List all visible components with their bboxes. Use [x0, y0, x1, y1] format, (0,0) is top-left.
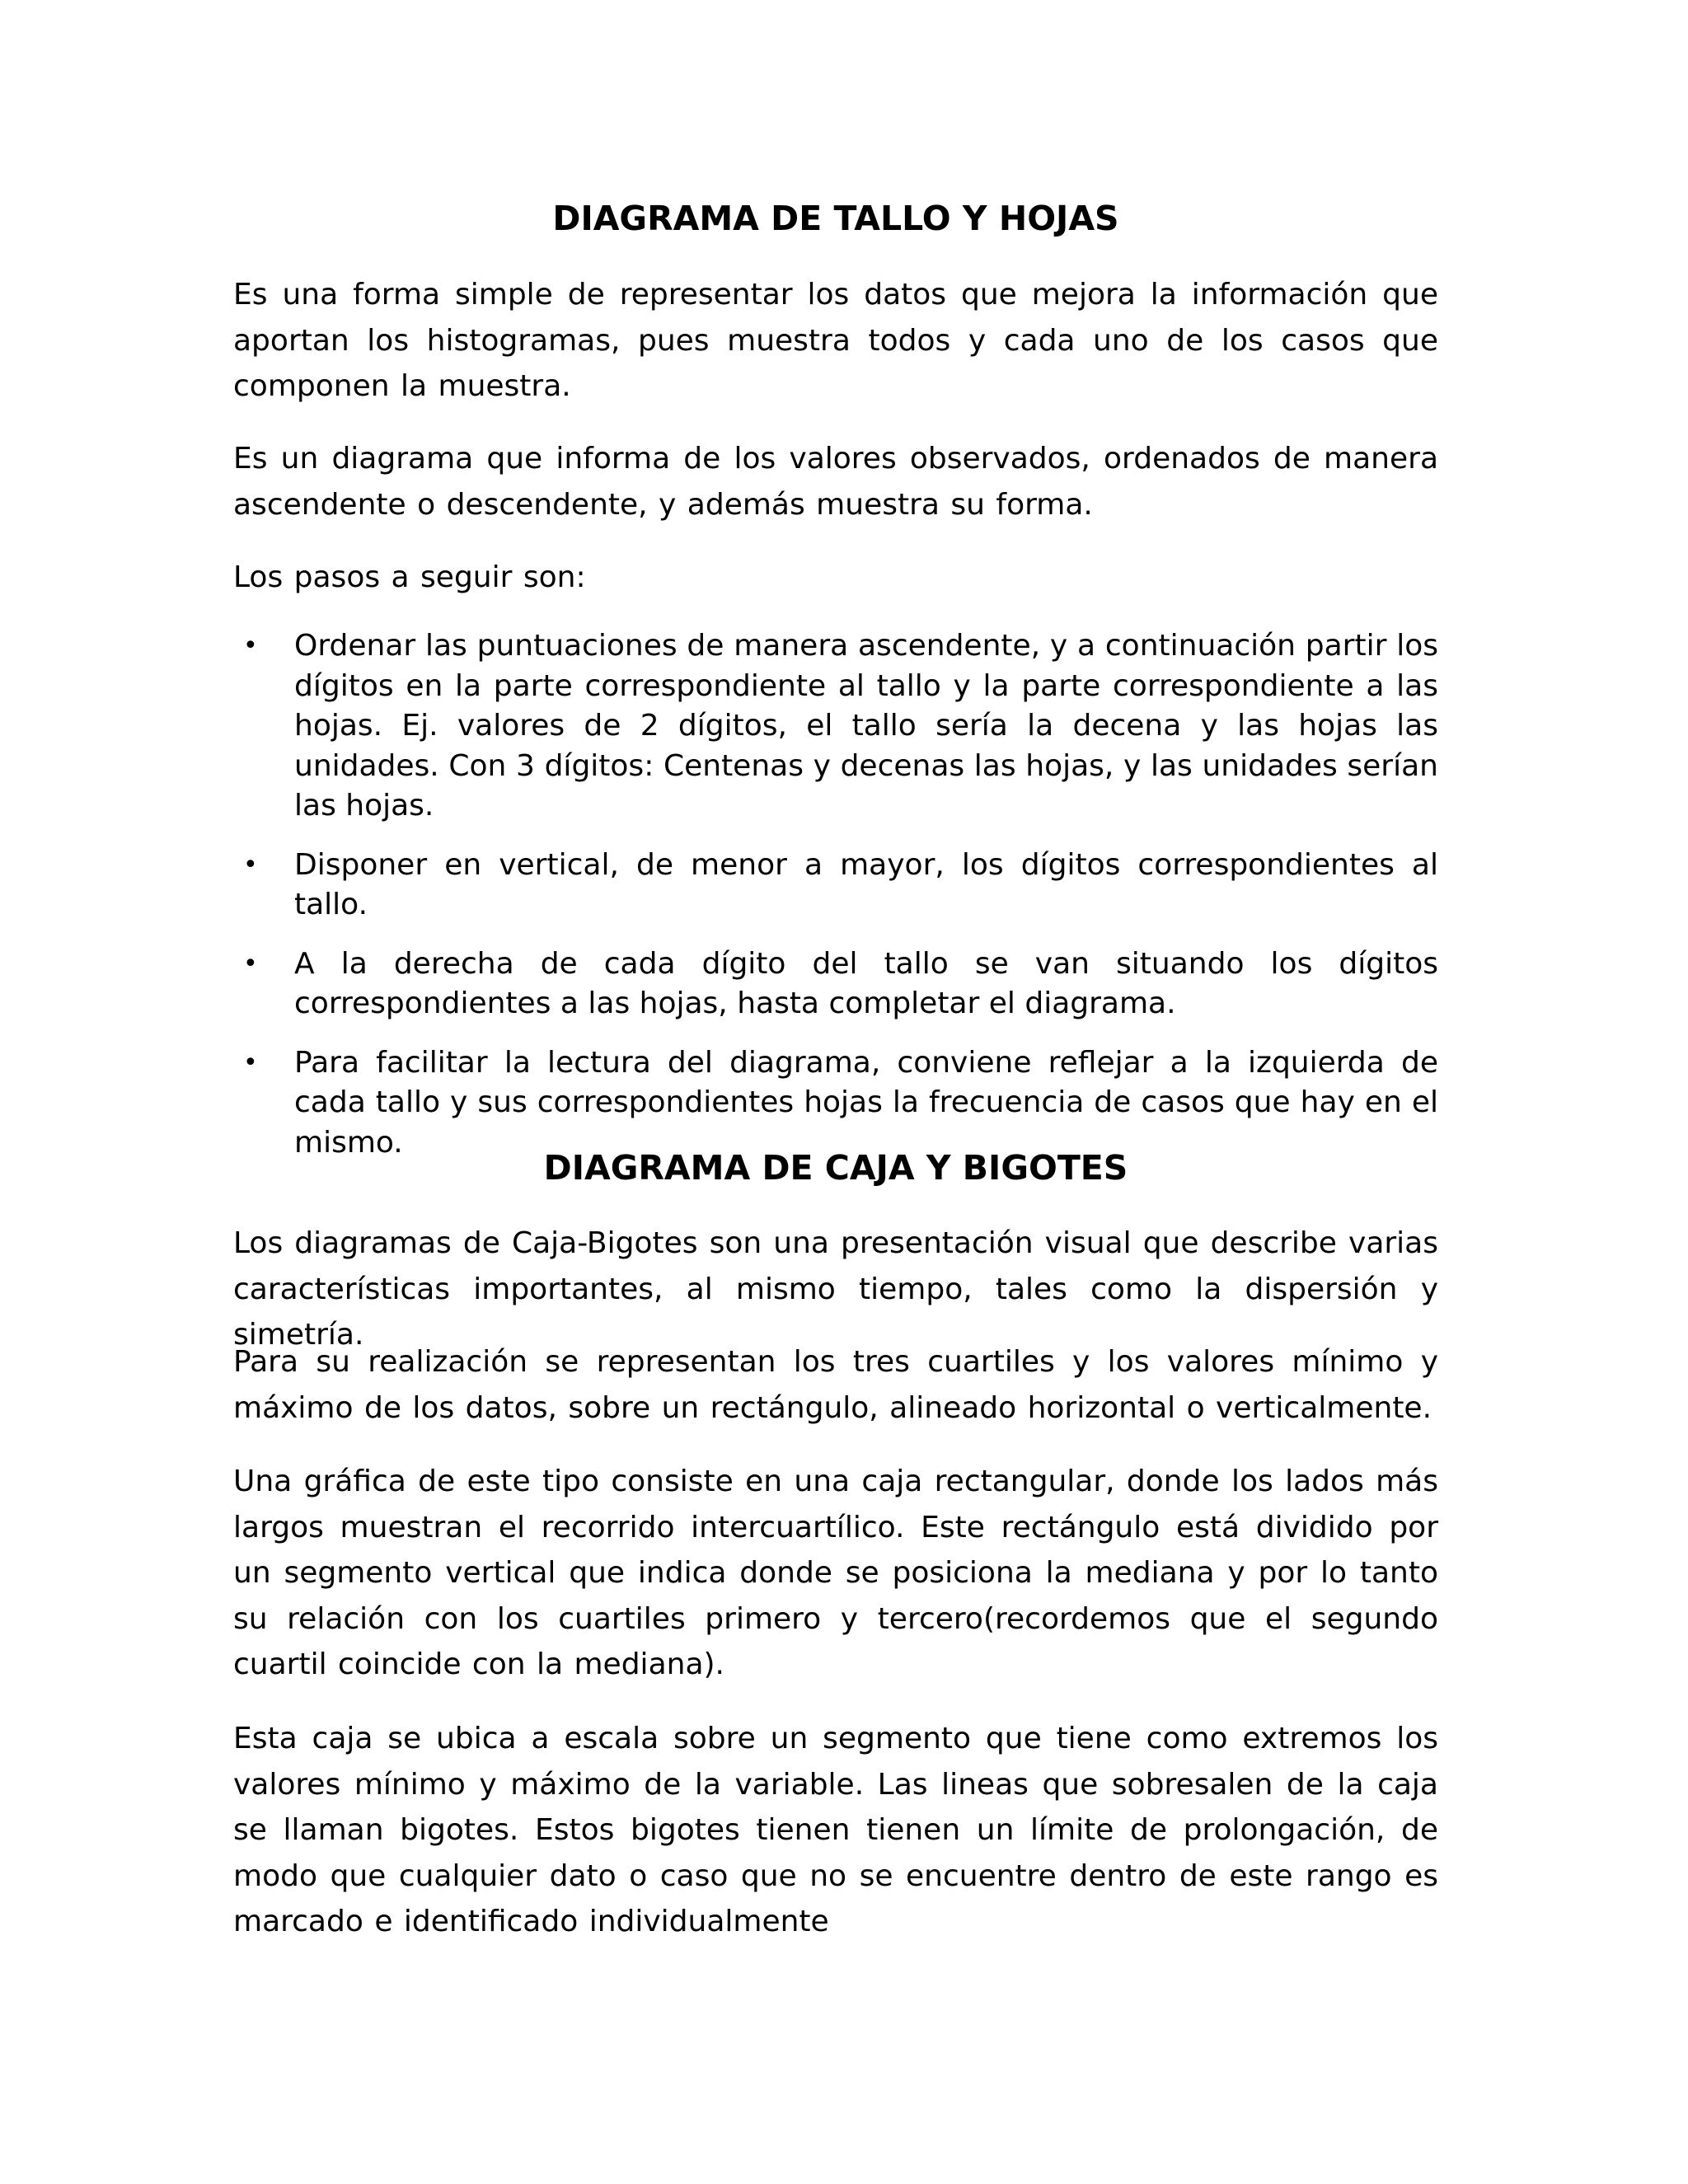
bullet-icon: •	[243, 949, 258, 978]
bullet-icon: •	[243, 631, 258, 660]
paragraph-box-plot-construction: Para su realización se representan los tres cuartiles y los valores mínimo y máximo de los datos, sobre un rectángulo, alineado horizontal o verticalmente.	[233, 1345, 1438, 1425]
list-item-text: A la derecha de cada dígito del tallo se van situando los dígitos correspondientes a las hojas, hasta completar el diagrama.	[294, 946, 1438, 1020]
list-item-text: Ordenar las puntuaciones de manera ascendente, y a continuación partir los dígitos en la parte correspondiente al tallo y la parte correspondiente a las hojas. Ej. valores de 2 dígitos, el tallo sería la decena y las hojas las unidades. Con 3 dígitos: Centenas y decenas las hojas, y las unidades serían las hojas.	[294, 629, 1438, 823]
bullet-icon: •	[243, 850, 258, 879]
paragraph-stem-leaf-intro: Es una forma simple de representar los datos que mejora la información que aportan los histogramas, pues muestra todos y cada uno de los casos que componen la muestra.	[233, 278, 1438, 403]
list-item	[233, 944, 1438, 1024]
paragraph-box-plot-intro: Los diagramas de Caja-Bigotes son una presentación visual que describe varias características importantes, al mismo tiempo, tales como la dispersión y simetría.	[233, 1226, 1438, 1352]
paragraph-steps-intro: Los pasos a seguir son:	[233, 560, 586, 594]
steps-list	[233, 626, 1438, 1182]
list-item-text: Disponer en vertical, de menor a mayor, los dígitos correspondientes al tallo.	[294, 847, 1438, 921]
paragraph-stem-leaf-description: Es un diagrama que informa de los valores observados, ordenados de manera ascendente o descendente, y además muestra su forma.	[233, 442, 1438, 522]
list-item-text: Para facilitar la lectura del diagrama, conviene reflejar a la izquierda de cada tallo y sus correspondientes hojas la frecuencia de casos que hay en el mismo.	[294, 1045, 1438, 1160]
paragraph-box-plot-box: Una gráfica de este tipo consiste en una caja rectangular, donde los lados más largos muestran el recorrido intercuartílico. Este rectángulo está dividido por un segmento vertical que indica donde se posiciona la mediana y por lo tanto su relación con los cuartiles primero y tercero(recordemos que el segundo cuartil coincide con la mediana).	[233, 1465, 1438, 1681]
section-title-stem-leaf: DIAGRAMA DE TALLO Y HOJAS	[552, 199, 1119, 238]
list-item	[233, 1043, 1438, 1164]
list-item	[233, 846, 1438, 926]
paragraph-box-plot-whiskers: Esta caja se ubica a escala sobre un segmento que tiene como extremos los valores mínimo y máximo de la variable. Las lineas que sobresalen de la caja se llaman bigotes. Estos bigotes tienen tienen un límite de prolongación, de modo que cualquier dato o caso que no se encuentre dentro de este rango es marcado e identificado individualmente	[233, 1722, 1438, 1938]
section-title-box-plot: DIAGRAMA DE CAJA Y BIGOTES	[543, 1148, 1128, 1188]
list-item	[233, 626, 1438, 827]
bullet-icon: •	[243, 1047, 258, 1077]
